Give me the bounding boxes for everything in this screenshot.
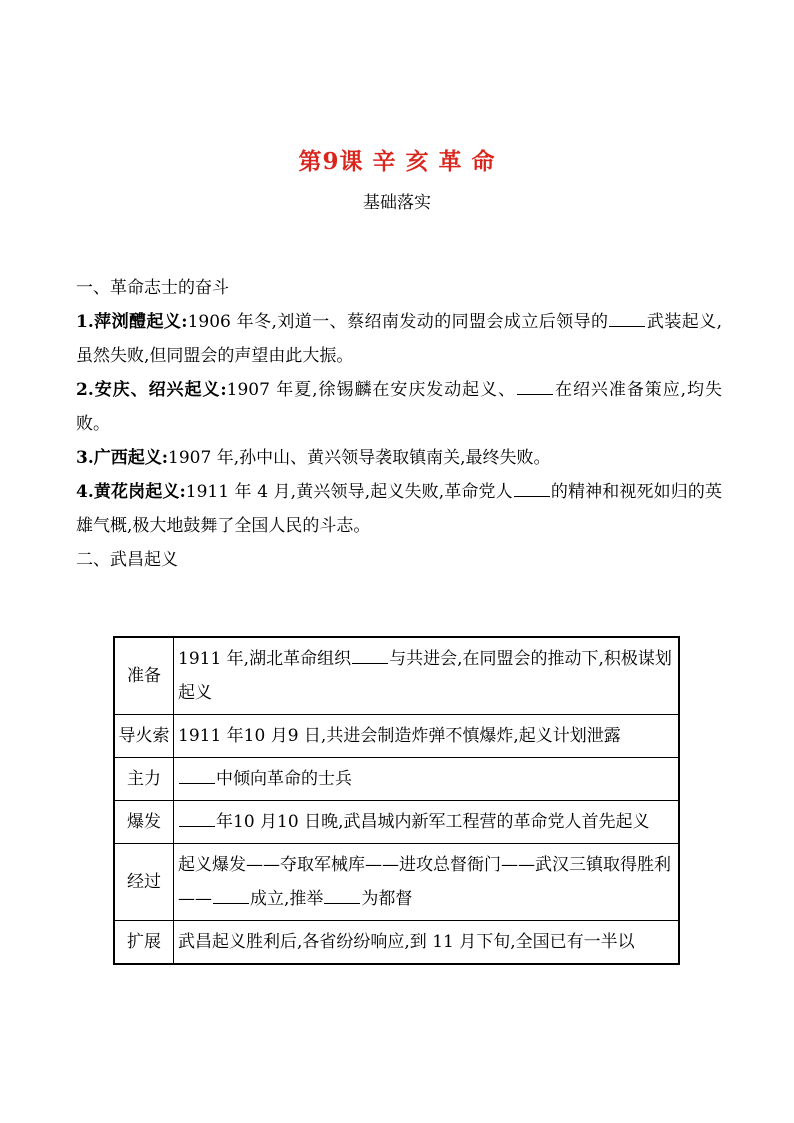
item-guangxi [76,441,722,475]
item-text: 1911 年 4 月,黄兴领导,起义失败,革命党人 [185,482,513,502]
row-content [174,637,680,715]
item-anqing-shaoxing [76,373,722,441]
item-text: 的精神和视死如归的英雄气概,极大地鼓舞了全国人民的斗志。 [76,482,722,536]
item-huanghuagang [76,475,722,543]
cell-text: 1911 年10 月9 日,共进会制造炸弹不慎爆炸,起义计划泄露 [178,726,621,746]
row-content [174,715,680,758]
row-label: 扩展 [114,921,174,965]
row-content [174,801,680,844]
row-label: 主力 [114,758,174,801]
fill-blank[interactable] [609,308,645,327]
cell-text: 成立,推举 [250,889,324,909]
fill-blank[interactable] [179,808,215,827]
item-title: 1.萍浏醴起义: [76,312,188,332]
table-row [114,801,679,844]
main-content [76,271,722,577]
item-text: 1906 年冬,刘道一、蔡绍南发动的同盟会成立后领导的 [187,312,609,332]
fill-blank[interactable] [517,376,553,395]
cell-text: 年10 月10 日晚,武昌城内新军工程营的革命党人首先起义 [216,812,650,832]
row-content [174,758,680,801]
item-pingliuli [76,305,722,373]
row-label: 导火索 [114,715,174,758]
fill-blank[interactable] [179,765,215,784]
section-subtitle: 基础落实 [363,193,431,213]
table-row [114,921,679,965]
table-row [114,715,679,758]
lesson-title: 第9课 辛 亥 革 命 [298,148,496,175]
section2-heading: 二、武昌起义 [76,550,178,570]
fill-blank[interactable] [324,885,360,904]
row-content [174,921,680,965]
item-title: 3.广西起义: [76,448,169,468]
table-row [114,637,679,715]
cell-text: 起义爆发——夺取军械库——进攻总督衙门——武汉三镇取得胜利—— [178,855,671,909]
row-label: 经过 [114,844,174,921]
table-row [114,844,679,921]
fill-blank[interactable] [352,645,388,664]
fill-blank[interactable] [213,885,249,904]
item-text: 在绍兴准备策应,均失败。 [76,380,722,434]
cell-text: 为都督 [361,889,413,909]
wuchang-uprising-table [113,636,680,965]
row-label: 爆发 [114,801,174,844]
cell-text: 与共进会,在同盟会的推动下,积极谋划起义 [178,649,672,703]
cell-text: 1911 年,湖北革命组织 [178,649,352,669]
cell-text: 中倾向革命的士兵 [216,769,352,789]
item-title: 2.安庆、绍兴起义: [76,380,227,400]
item-text: 1907 年夏,徐锡麟在安庆发动起义、 [226,380,517,400]
item-text: 武装起义,虽然失败,但同盟会的声望由此大振。 [76,312,723,366]
cell-text: 武昌起义胜利后,各省纷纷响应,到 11 月下旬,全国已有一半以 [178,932,635,952]
item-title: 4.黄花岗起义: [76,482,186,502]
table-row [114,758,679,801]
fill-blank[interactable] [514,478,550,497]
item-text: 1907 年,孙中山、黄兴领导袭取镇南关,最终失败。 [168,448,551,468]
section1-heading: 一、革命志士的奋斗 [76,278,229,298]
row-content [174,844,680,921]
row-label: 准备 [114,637,174,715]
